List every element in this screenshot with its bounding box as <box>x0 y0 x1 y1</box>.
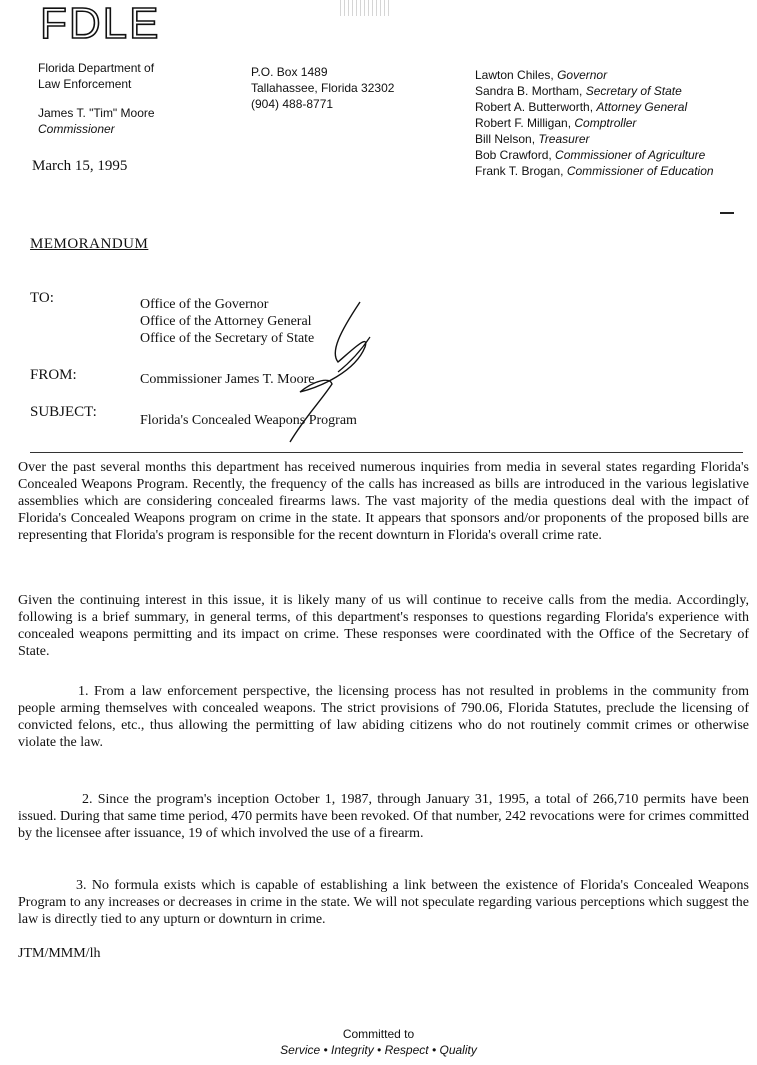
official-row: Robert A. Butterworth, Attorney General <box>475 100 688 114</box>
footer <box>0 1026 757 1058</box>
recipient: Office of the Governor <box>140 297 269 312</box>
paragraph-summary: Given the continuing interest in this issue, it is likely many of us will continue to receive calls from the media. Accordingly, following is a brief summary, in general terms, of this department's responses to questions regarding Florida's experience with concealed weapons permitting and its impact on crime. These responses were coordinated with the Office of the Secretary of State. <box>18 593 749 659</box>
memo-date: March 15, 1995 <box>32 158 128 174</box>
subject-value: Florida's Concealed Weapons Program <box>140 413 357 428</box>
officials-list <box>475 67 714 179</box>
official-row: Sandra B. Mortham, Secretary of State <box>475 84 682 98</box>
recipient: Office of the Attorney General <box>140 314 312 329</box>
paragraph-point-3: 3. No formula exists which is capable of establishing a link between the existence of Florida's Concealed Weapons Program to any increases or decreases in crime in the state. We will not speculate regarding various perceptions which suggest the law is directly tied to any upturn or downturn in crime. <box>18 878 749 927</box>
fdle-logo: FDLE <box>40 0 161 48</box>
to-label: TO: <box>30 290 54 306</box>
reference-initials: JTM/MMM/lh <box>18 946 101 961</box>
commissioner-block <box>38 105 155 137</box>
paragraph-point-2: 2. Since the program's inception October 1, 1987, through January 31, 1995, a total of 266,710 permits have been issued. During that same time period, 470 permits have been revoked. Of that number, 242 revocations were for crimes committed by the licensee after issuance, 19 of which involved the use of a firearm. <box>18 792 749 841</box>
address-line-2: Tallahassee, Florida 32302 <box>251 81 395 95</box>
recipient: Office of the Secretary of State <box>140 331 315 346</box>
address-line-3: (904) 488-8771 <box>251 97 334 111</box>
agency-name <box>38 60 154 92</box>
subject-label: SUBJECT: <box>30 404 97 420</box>
paragraph-intro: Over the past several months this department has received numerous inquiries from media in several states regarding Florida's Concealed Weapons Program. Recently, the frequency of the calls has increased as bills are introduced in the various legislative assemblies which are considering concealed firearms laws. The vast majority of the media questions deal with the impact of Florida's Concealed Weapons program on crime in the state. It appears that sponsors and/or proponents of the proposed bills are representing that Florida's program is responsible for the recent downturn in Florida's overall crime rate. <box>18 460 749 543</box>
address-line-1: P.O. Box 1489 <box>251 65 328 79</box>
agency-line-1: Florida Department of <box>38 61 155 75</box>
address-block <box>251 64 394 112</box>
official-row: Bob Crawford, Commissioner of Agriculture <box>475 148 706 162</box>
official-row: Bill Nelson, Treasurer <box>475 132 590 146</box>
official-row: Robert F. Milligan, Comptroller <box>475 116 637 130</box>
commissioner-title: Commissioner <box>38 122 115 136</box>
footer-motto: Service • Integrity • Respect • Quality <box>280 1043 477 1057</box>
agency-line-2: Law Enforcement <box>38 77 132 91</box>
footer-line-1: Committed to <box>342 1027 415 1041</box>
official-row: Lawton Chiles, Governor <box>475 68 608 82</box>
paragraph-point-1: 1. From a law enforcement perspective, the licensing process has not resulted in problems in the community from people arming themselves with concealed weapons. The strict provisions of 790.06, Florida Statutes, preclude the licensing of convicted felons, etc., thus allowing the permitting of law abiding citizens who do not routinely commit crimes or otherwise violate the law. <box>18 684 749 750</box>
official-row: Frank T. Brogan, Commissioner of Education <box>475 164 714 178</box>
handwritten-signature <box>220 292 380 452</box>
header-divider <box>30 452 743 453</box>
commissioner-name: James T. "Tim" Moore <box>38 106 155 120</box>
from-value: Commissioner James T. Moore <box>140 372 315 387</box>
memo-title: MEMORANDUM <box>30 236 149 252</box>
from-label: FROM: <box>30 367 77 383</box>
scan-speck <box>340 0 390 16</box>
scan-mark <box>720 212 734 214</box>
